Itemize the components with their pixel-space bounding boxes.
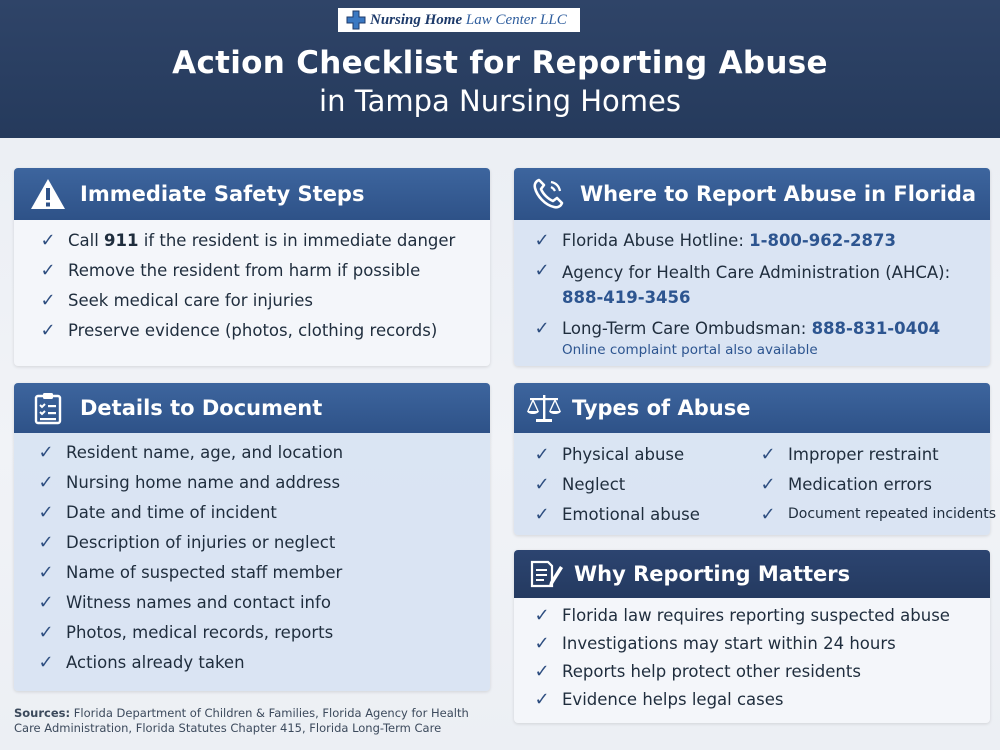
hotline-number[interactable]: 1-800-962-2873 [749,231,896,250]
why-card [514,550,990,723]
check-icon: ✓ [38,502,54,523]
details-card-header [14,383,490,433]
check-icon: ✓ [38,562,54,583]
check-icon: ✓ [534,230,550,251]
report-card-header [514,168,990,220]
scales-icon [524,390,564,426]
check-icon: ✓ [760,443,776,465]
list-item: ✓ Actions already taken [34,652,490,674]
report-card-title: Where to Report Abuse in Florida [580,182,977,206]
check-icon: ✓ [534,318,550,339]
list-item: ✓ Date and time of incident [34,502,490,524]
list-item: ✓ Remove the resident from harm if possible [36,260,490,282]
page-header [0,0,1000,138]
types-card-header [514,383,990,433]
check-icon: ✓ [38,622,54,643]
check-icon: ✓ [534,503,550,525]
check-icon: ✓ [534,633,550,654]
document-pen-icon [526,556,566,592]
types-card-title: Types of Abuse [572,396,751,420]
check-icon: ✓ [38,532,54,553]
check-icon: ✓ [534,473,550,495]
abuse-type: ✓ Neglect [530,469,756,499]
online-portal-note[interactable]: Online complaint portal also available [562,342,818,358]
list-item: ✓ Florida Abuse Hotline: 1-800-962-2873 [530,230,990,252]
check-icon: ✓ [760,473,776,495]
why-card-title: Why Reporting Matters [574,562,851,586]
check-icon: ✓ [534,260,550,281]
check-icon: ✓ [38,442,54,463]
sources-label: Sources: [14,706,71,720]
list-item: ✓ Evidence helps legal cases [530,689,990,711]
brand-name: Nursing Home Law Center LLC [370,11,567,28]
abuse-type: ✓ Improper restraint [756,439,982,469]
sources-text: Florida Department of Children & Families, Florida Agency for Health Care Administration, Florida Statutes Chapter 415, Florida Long-Term Care [14,706,469,735]
list-item: ✓ Florida law requires reporting suspected abuse [530,605,990,627]
title-line-2: in Tampa Nursing Homes [319,84,681,118]
safety-card-title: Immediate Safety Steps [80,182,365,206]
check-icon: ✓ [760,503,776,525]
check-icon: ✓ [40,290,56,311]
page-title [0,44,1000,120]
title-line-1: Action Checklist for Reporting Abuse [172,45,828,81]
check-icon: ✓ [40,230,56,251]
list-item: ✓ Seek medical care for injuries [36,290,490,312]
list-item: ✓ Description of injuries or neglect [34,532,490,554]
check-icon: ✓ [534,689,550,710]
abuse-type: ✓ Physical abuse [530,439,756,469]
list-item: ✓ Preserve evidence (photos, clothing records) [36,320,490,342]
list-item: ✓ Agency for Health Care Administration (AHCA): 888-419-3456 [530,260,990,310]
check-icon: ✓ [38,652,54,673]
clipboard-icon [28,390,68,426]
details-card-title: Details to Document [80,396,323,420]
list-item: ✓ Witness names and contact info [34,592,490,614]
abuse-type: ✓ Medication errors [756,469,982,499]
list-item: ✓ Call 911 if the resident is in immediate danger [36,230,490,252]
phone-icon [528,176,568,212]
check-icon: ✓ [534,605,550,626]
medical-cross-icon [346,10,366,30]
details-card [14,383,490,691]
why-card-header [514,550,990,598]
list-item: ✓ Name of suspected staff member [34,562,490,584]
list-item: ✓ Photos, medical records, reports [34,622,490,644]
ahca-number[interactable]: 888-419-3456 [562,288,691,307]
ombudsman-number[interactable]: 888-831-0404 [811,319,941,338]
list-item: ✓ Investigations may start within 24 hours [530,633,990,655]
brand-logo[interactable] [338,8,580,32]
check-icon: ✓ [40,320,56,341]
list-item: ✓ Long-Term Care Ombudsman: 888-831-0404 [530,318,990,340]
safety-card-header [14,168,490,220]
check-icon: ✓ [38,592,54,613]
warning-triangle-icon [28,176,68,212]
check-icon: ✓ [534,443,550,465]
list-item: ✓ Nursing home name and address [34,472,490,494]
types-card [514,383,997,535]
check-icon: ✓ [38,472,54,493]
check-icon: ✓ [534,661,550,682]
list-item: ✓ Reports help protect other residents [530,661,990,683]
report-card [514,168,990,366]
abuse-type: ✓ Document repeated incidents [756,499,982,529]
sources-footnote [14,706,494,736]
safety-card [14,168,490,366]
check-icon: ✓ [40,260,56,281]
abuse-type: ✓ Emotional abuse [530,499,756,529]
list-item: ✓ Resident name, age, and location [34,442,490,464]
